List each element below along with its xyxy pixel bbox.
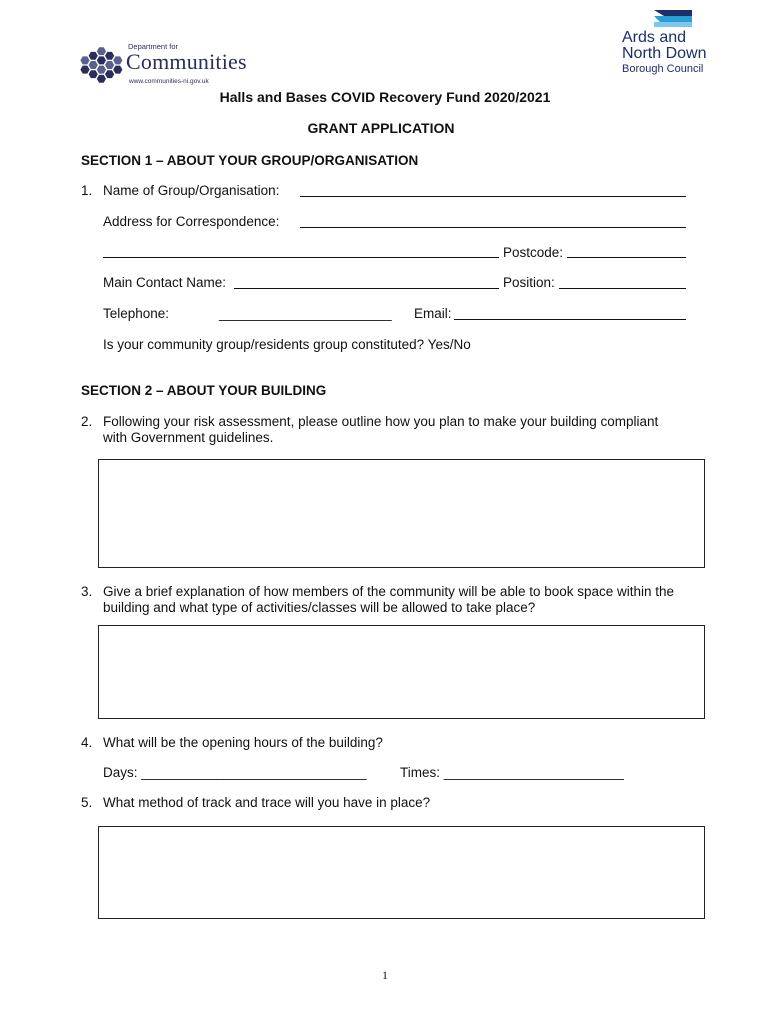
- telephone-label: Telephone:: [103, 306, 170, 321]
- contact-field[interactable]: [234, 288, 499, 289]
- hexagon-shape: [80, 56, 89, 64]
- council-name-line1: Ards and: [622, 29, 687, 46]
- hexagon-shape: [89, 61, 98, 69]
- hexagon-shape: [97, 47, 106, 55]
- question-number: 1.: [81, 183, 93, 198]
- q5-answer-box[interactable]: [98, 826, 705, 919]
- dfc-url: www.communities-ni.gov.uk: [129, 78, 209, 85]
- q2-answer-box[interactable]: [98, 459, 705, 568]
- q3-text-line2: building and what type of activities/classes will be allowed to take place?: [103, 600, 536, 615]
- hexagon-shape: [89, 52, 98, 60]
- hexagon-shape: [105, 52, 114, 60]
- section2-heading: SECTION 2 – ABOUT YOUR BUILDING: [81, 383, 327, 398]
- name-label: Name of Group/Organisation:: [103, 183, 280, 198]
- q4-text: What will be the opening hours of the building?: [103, 735, 383, 750]
- constituted-question: Is your community group/residents group constituted? Yes/No: [103, 337, 471, 352]
- contact-label: Main Contact Name:: [103, 275, 227, 290]
- email-label: Email:: [414, 306, 452, 321]
- page-number: 1: [382, 968, 388, 982]
- q3-text-line1: Give a brief explanation of how members of the community will be able to book space within the: [103, 584, 675, 599]
- question-number: 2.: [81, 414, 93, 429]
- q2-text-line1: Following your risk assessment, please outline how you plan to make your building compliant: [103, 414, 659, 429]
- name-field[interactable]: [300, 196, 686, 197]
- council-name-line2: North Down: [622, 45, 707, 62]
- council-stripes-icon: [654, 10, 692, 28]
- ards-north-down-logo: [618, 10, 728, 80]
- hexagon-shape: [105, 61, 114, 69]
- council-name-line3: Borough Council: [622, 63, 704, 75]
- postcode-label: Postcode:: [503, 245, 564, 260]
- dfc-small-text: Department for: [128, 42, 179, 51]
- q5-text: What method of track and trace will you have in place?: [103, 795, 431, 810]
- position-field[interactable]: [559, 288, 686, 289]
- hexagon-shape: [105, 70, 114, 78]
- q2-text-line2: with Government guidelines.: [103, 430, 274, 445]
- q3-answer-box[interactable]: [98, 625, 705, 719]
- position-label: Position:: [503, 275, 555, 290]
- telephone-field[interactable]: _______________________: [219, 306, 392, 321]
- days-field[interactable]: Days: ______________________________: [103, 765, 367, 780]
- form-title: Halls and Bases COVID Recovery Fund 2020/2021: [219, 89, 551, 105]
- hexagon-shape: [113, 66, 122, 74]
- postcode-field[interactable]: [567, 257, 686, 258]
- hexagon-shape: [97, 56, 106, 64]
- question-number: 3.: [81, 584, 93, 599]
- question-number: 5.: [81, 795, 93, 810]
- section1-heading: SECTION 1 – ABOUT YOUR GROUP/ORGANISATION: [81, 153, 419, 168]
- hexagon-shape: [80, 66, 89, 74]
- address-label: Address for Correspondence:: [103, 214, 280, 229]
- dfc-name: Communities: [126, 49, 247, 74]
- question-number: 4.: [81, 735, 93, 750]
- hexagon-shape: [113, 56, 122, 64]
- hexagon-shape: [97, 66, 106, 74]
- hexagon-shape: [97, 75, 106, 83]
- email-field[interactable]: [454, 319, 686, 320]
- form-subtitle: GRANT APPLICATION: [307, 120, 455, 136]
- department-for-communities-logo: [80, 40, 280, 90]
- hexagon-shape: [89, 70, 98, 78]
- address-field-line2[interactable]: [103, 257, 499, 258]
- times-field[interactable]: Times: ________________________: [400, 765, 624, 780]
- hexagon-cluster-icon: [80, 42, 124, 88]
- address-field-line1[interactable]: [300, 227, 686, 228]
